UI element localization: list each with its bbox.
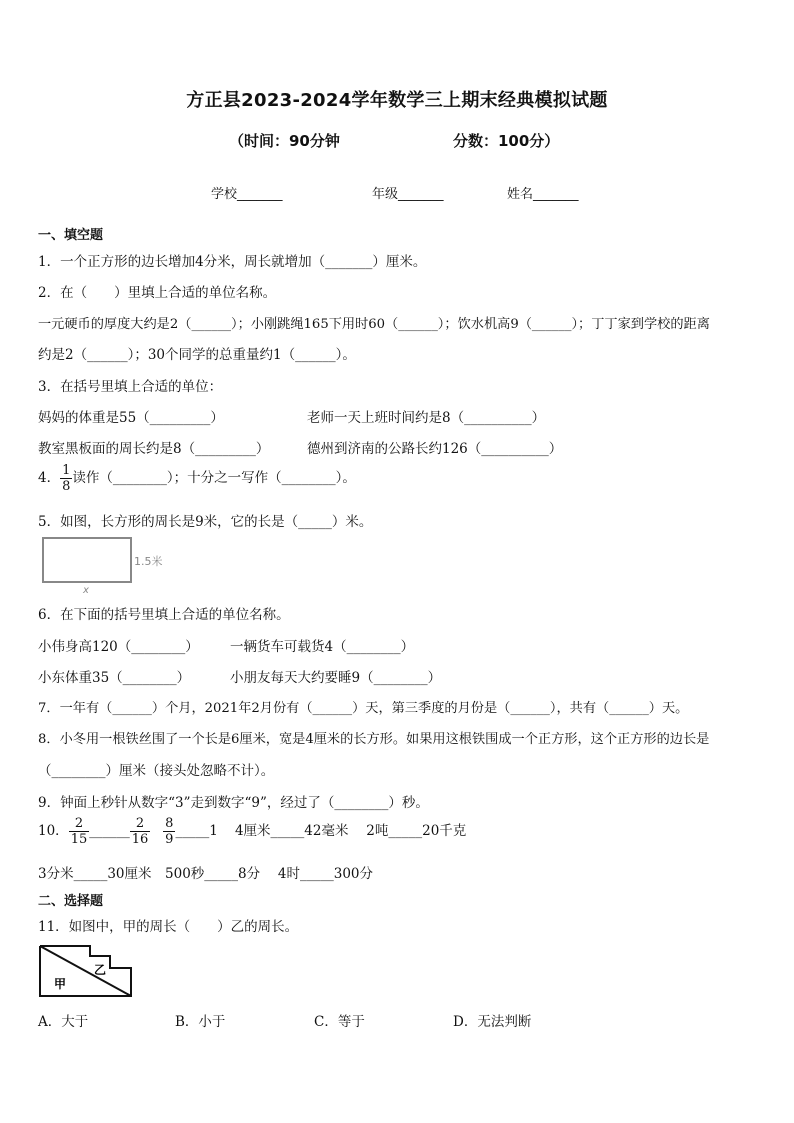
question-2: 2．在（ ）里填上合适的单位名称。	[38, 285, 277, 301]
question-6-b: 一辆货车可载货4（________）	[230, 639, 415, 655]
question-7: 7．一年有（______）个月，2021年2月份有（______）天，第三季度的月份是（______），共有（______）天。	[38, 701, 689, 716]
exam-time: （时间：90分钟	[229, 132, 340, 150]
fraction-numerator: 2	[69, 816, 90, 832]
staircase-figure	[38, 942, 134, 1000]
fraction-numerator: 8	[165, 816, 174, 831]
question-10-line-2: 3分米_____30厘米 500秒_____8分 4时_____300分	[38, 866, 374, 882]
question-8-line-a: 8．小冬用一根铁丝围了一个长是6厘米，宽是4厘米的长方形。如果用这根铁围成一个正方形，这个正方形的边长是	[38, 732, 710, 747]
fraction-numerator: 1	[62, 463, 71, 478]
fraction-denominator: 8	[62, 479, 71, 494]
question-2-line-a: 一元硬币的厚度大约是2（______）；小刚跳绳165下用时60（______）；饮水机高9（______）；丁丁家到学校的距离	[38, 317, 710, 332]
rectangle-figure	[40, 535, 180, 597]
question-8-line-b: （________）厘米（接头处忽略不计）。	[38, 763, 275, 779]
fraction-one-eighth	[60, 463, 72, 494]
question-9: 9．钟面上秒针从数字“3”走到数字“9”，经过了（________）秒。	[38, 795, 429, 811]
rectangle-length-label: x	[83, 585, 89, 596]
section-title-fill: 一、填空题	[38, 228, 104, 243]
question-5: 5．如图，长方形的周长是9米，它的长是（_____）米。	[38, 514, 373, 530]
question-3-b: 老师一天上班时间约是8（__________）	[307, 410, 546, 426]
fraction-2-16	[130, 816, 151, 847]
question-10-prefix: 10．	[38, 823, 69, 839]
region-jia-label: 甲	[54, 977, 67, 991]
question-6-d: 小朋友每天大约要睡9（________）	[230, 670, 442, 686]
page-title: 方正县2023-2024学年数学三上期末经典模拟试题	[186, 90, 608, 111]
fraction-8-9	[163, 816, 175, 847]
fraction-denominator: 15	[70, 832, 88, 847]
option-a[interactable]: A．大于	[38, 1014, 89, 1030]
question-3-c: 教室黑板面的周长约是8（_________）	[38, 441, 270, 457]
fraction-numerator: 2	[130, 816, 151, 832]
option-c[interactable]: C．等于	[314, 1014, 365, 1030]
fraction-denominator: 9	[165, 832, 174, 847]
question-10	[38, 816, 466, 847]
option-d[interactable]: D．无法判断	[453, 1014, 532, 1030]
question-6: 6．在下面的括号里填上合适的单位名称。	[38, 607, 290, 623]
question-3-a: 妈妈的体重是55（_________）	[38, 410, 224, 426]
grade-field: 年级_______	[372, 187, 444, 202]
question-4	[38, 463, 356, 494]
question-10-rest: 4厘米_____42毫米 2吨_____20千克	[234, 823, 467, 839]
rectangle-width-label: 1.5米	[134, 555, 163, 568]
exam-score: 分数：100分）	[453, 132, 560, 150]
question-3: 3．在括号里填上合适的单位：	[38, 379, 223, 395]
region-yi-label: 乙	[94, 963, 107, 977]
question-4-prefix: 4．	[38, 470, 61, 486]
section-title-choice: 二、选择题	[38, 894, 104, 909]
question-6-c: 小东体重35（________）	[38, 670, 191, 686]
name-field: 姓名_______	[507, 187, 579, 202]
question-6-a: 小伟身高120（________）	[38, 639, 199, 655]
fraction-2-15	[69, 816, 90, 847]
question-1: 1．一个正方形的边长增加4分米，周长就增加（_______）厘米。	[38, 254, 427, 270]
question-11: 11．如图中，甲的周长（ ）乙的周长。	[38, 919, 299, 935]
question-4-text: 读作（________）；十分之一写作（________）。	[72, 470, 356, 486]
question-2-line-b: 约是2（______）；30个同学的总重量约1（______）。	[38, 347, 356, 363]
compare-blank-1: ______	[89, 823, 130, 839]
school-field: 学校_______	[211, 187, 283, 202]
option-b[interactable]: B．小于	[175, 1014, 226, 1030]
rectangle-shape	[43, 538, 131, 582]
compare-blank-2: _____1	[175, 823, 218, 839]
fraction-denominator: 16	[131, 832, 149, 847]
question-3-d: 德州到济南的公路长约126（__________）	[307, 441, 563, 457]
